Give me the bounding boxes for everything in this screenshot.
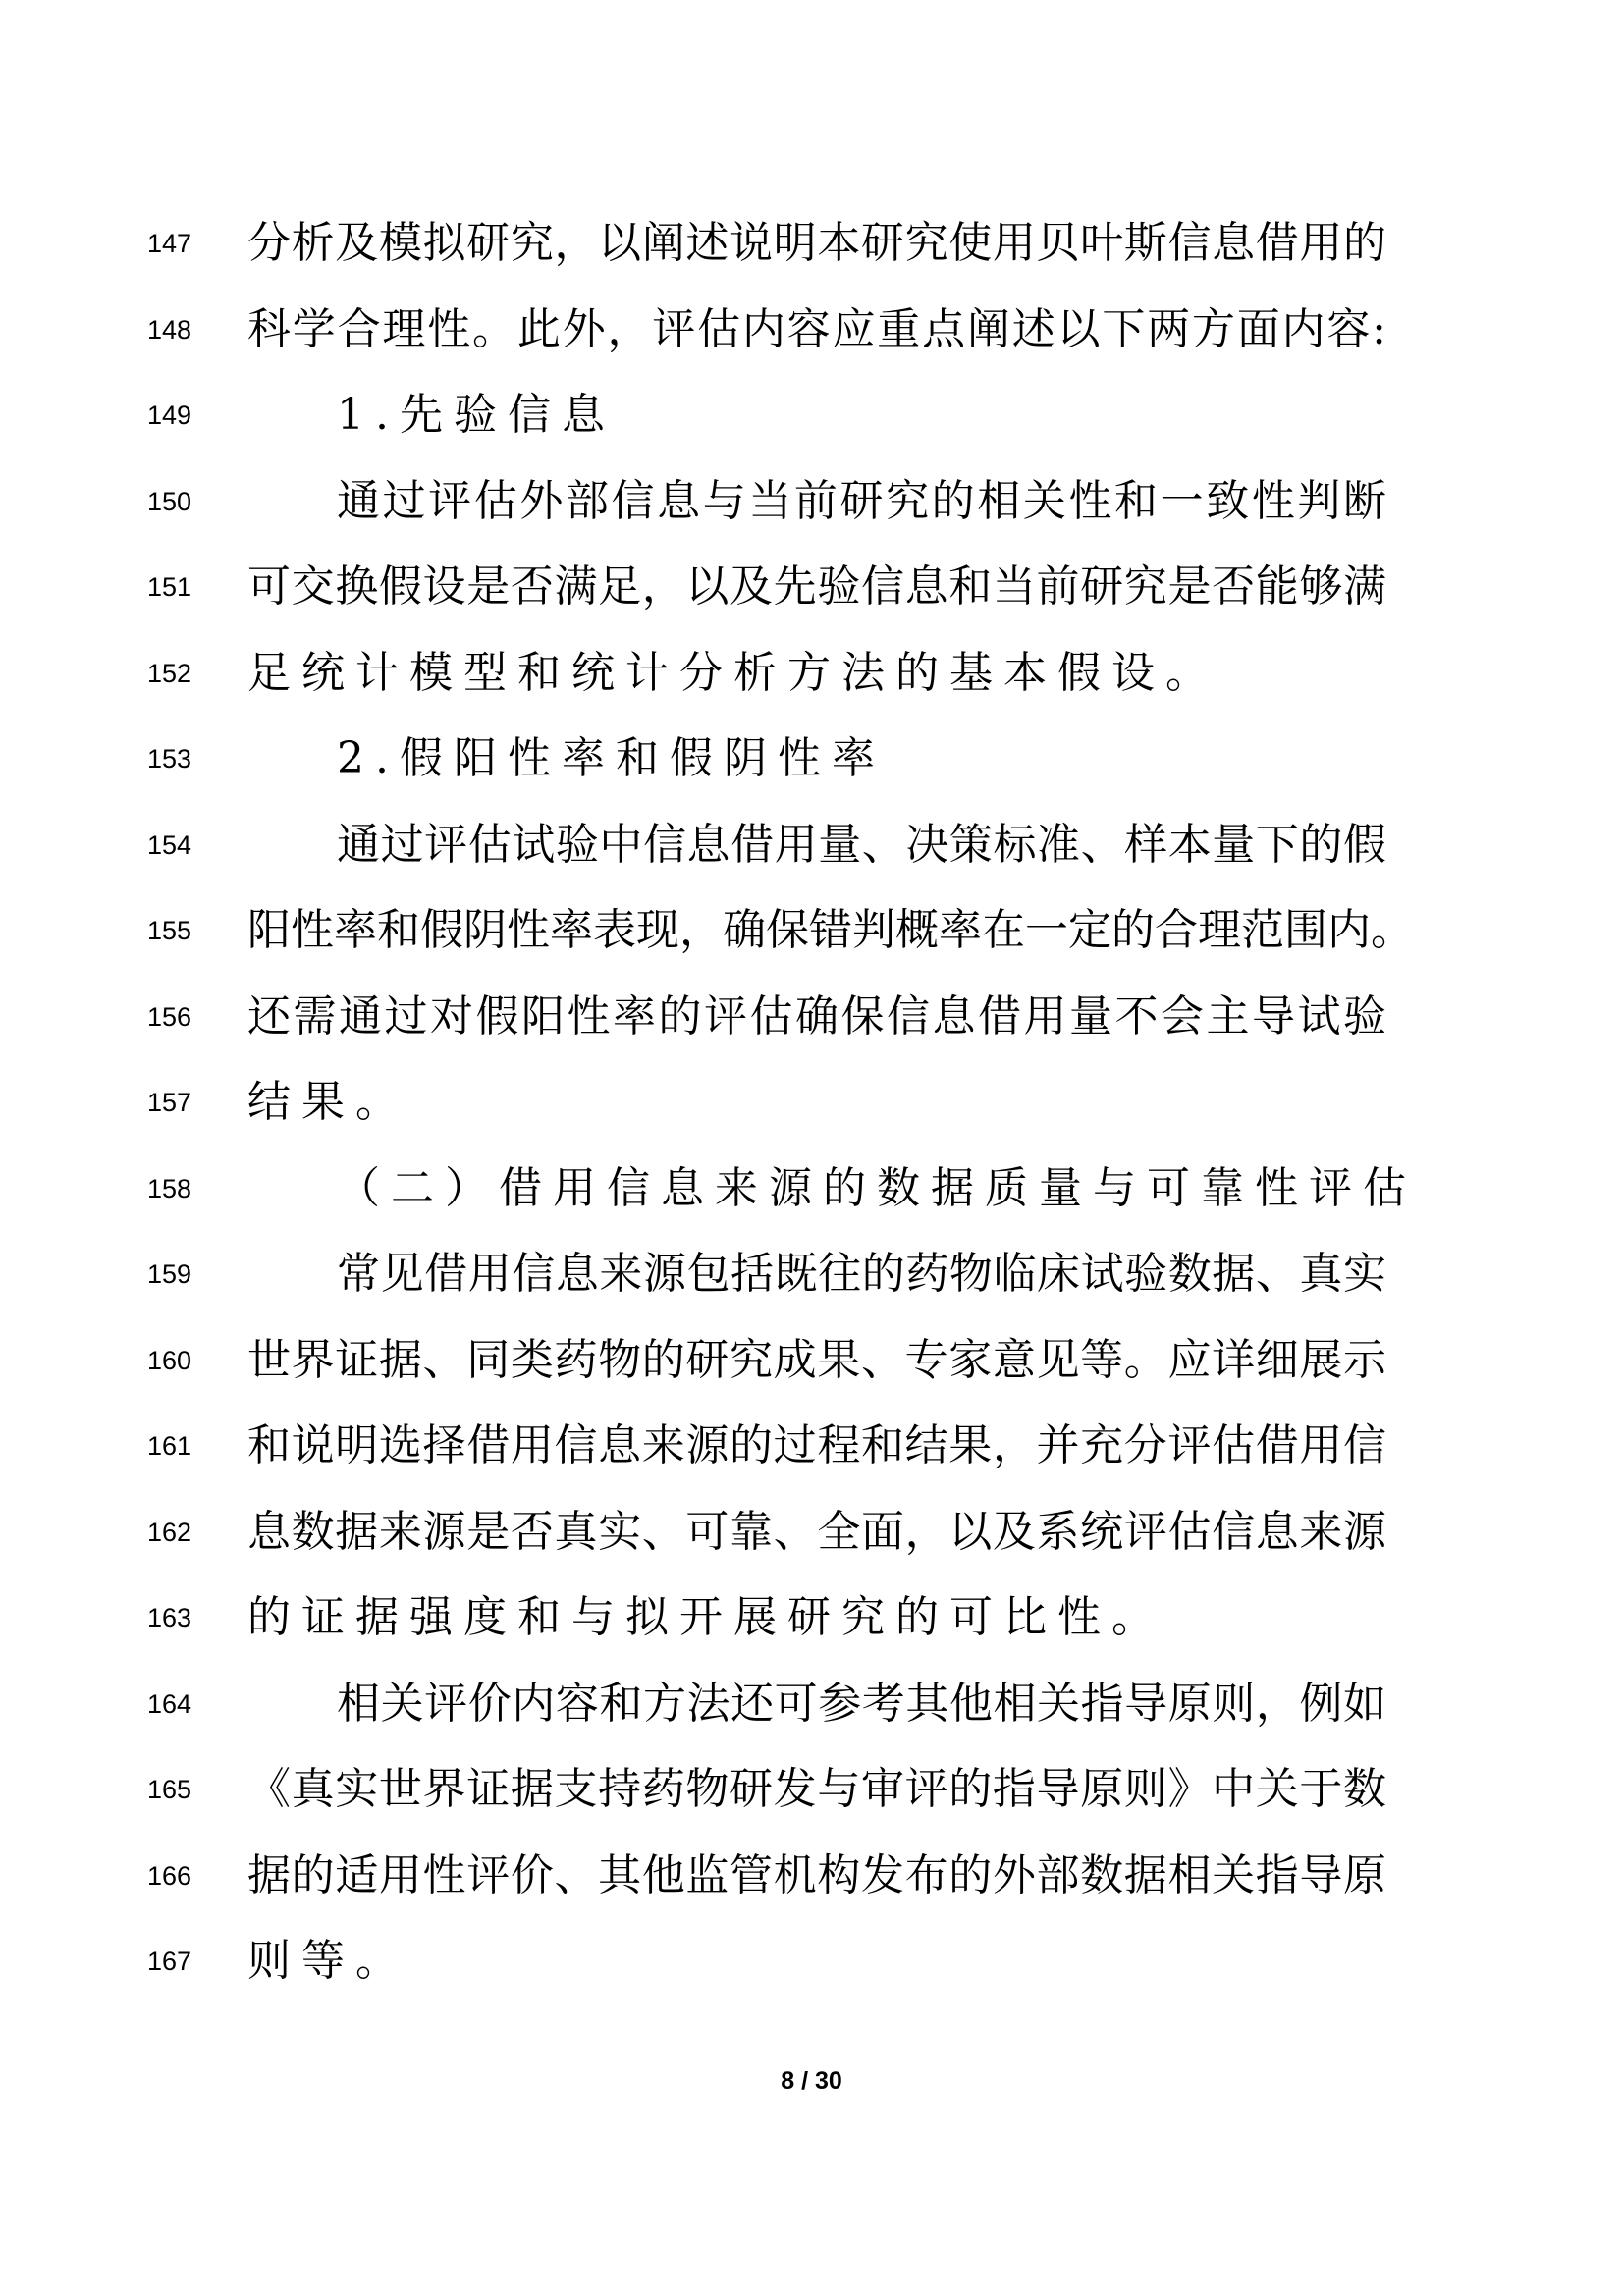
document-line bbox=[0, 1842, 1623, 1910]
document-line bbox=[0, 1240, 1623, 1308]
line-text: 1.先验信息 bbox=[337, 390, 616, 440]
line-number: 152 bbox=[147, 658, 192, 688]
document-line bbox=[0, 381, 1623, 450]
line-text: 结果。 bbox=[247, 1077, 409, 1127]
line-text: 2.假阳性率和假阴性率 bbox=[337, 733, 886, 783]
line-number: 161 bbox=[147, 1431, 192, 1461]
line-number: 166 bbox=[147, 1860, 192, 1891]
line-text: 可交换假设是否满足，以及先验信息和当前研究是否能够满 bbox=[247, 561, 1386, 612]
line-number: 164 bbox=[147, 1688, 192, 1719]
line-number: 153 bbox=[147, 744, 192, 774]
document-line bbox=[0, 1326, 1623, 1395]
line-text: 据的适用性评价、其他监管机构发布的外部数据相关指导原 bbox=[247, 1849, 1386, 1900]
line-text: 足统计模型和统计分析方法的基本假设。 bbox=[247, 647, 1219, 698]
line-text: 《真实世界证据支持药物研发与审评的指导原则》中关于数 bbox=[247, 1764, 1386, 1814]
line-number: 159 bbox=[147, 1259, 192, 1289]
line-number: 156 bbox=[147, 1001, 192, 1032]
line-text: 则等。 bbox=[247, 1936, 409, 1986]
line-text: 的证据强度和与拟开展研究的可比性。 bbox=[247, 1592, 1165, 1642]
line-text: 分析及模拟研究，以阐述说明本研究使用贝叶斯信息借用的 bbox=[247, 218, 1386, 268]
line-text: 通过评估试验中信息借用量、决策标准、样本量下的假 bbox=[337, 819, 1386, 870]
document-line bbox=[0, 1927, 1623, 1996]
line-number: 147 bbox=[147, 229, 192, 258]
document-line bbox=[0, 1755, 1623, 1824]
line-text: 和说明选择借用信息来源的过程和结果，并充分评估借用信 bbox=[247, 1420, 1386, 1470]
document-line bbox=[0, 639, 1623, 708]
line-text: 阳性率和假阴性率表现，确保错判概率在一定的合理范围内。 bbox=[247, 905, 1414, 955]
line-number: 163 bbox=[147, 1603, 192, 1632]
line-text: 还需通过对假阳性率的评估确保信息借用量不会主导试验 bbox=[247, 990, 1386, 1041]
line-text: 通过评估外部信息与当前研究的相关性和一致性判断 bbox=[337, 475, 1386, 526]
document-line bbox=[0, 1412, 1623, 1480]
document-line bbox=[0, 896, 1623, 965]
line-number: 157 bbox=[147, 1088, 192, 1117]
line-text: 科学合理性。此外，评估内容应重点阐述以下两方面内容: bbox=[247, 303, 1386, 354]
document-line bbox=[0, 1154, 1623, 1223]
line-number: 167 bbox=[147, 1947, 192, 1976]
line-number: 148 bbox=[147, 314, 192, 345]
document-line bbox=[0, 553, 1623, 621]
line-number: 160 bbox=[147, 1345, 192, 1375]
line-number: 151 bbox=[147, 572, 192, 602]
line-text: 世界证据、同类药物的研究成果、专家意见等。应详细展示 bbox=[247, 1334, 1386, 1385]
line-number: 149 bbox=[147, 400, 192, 430]
line-number: 162 bbox=[147, 1517, 192, 1547]
document-line bbox=[0, 467, 1623, 536]
section-heading: （二）借用信息来源的数据质量与可靠性评估 bbox=[337, 1162, 1417, 1213]
line-text: 息数据来源是否真实、可靠、全面，以及系统评估信息来源 bbox=[247, 1506, 1386, 1557]
line-number: 158 bbox=[147, 1173, 192, 1203]
document-line bbox=[0, 1068, 1623, 1137]
line-text: 相关评价内容和方法还可参考其他相关指导原则，例如 bbox=[337, 1678, 1386, 1729]
document-line bbox=[0, 724, 1623, 793]
line-number: 165 bbox=[147, 1775, 192, 1804]
document-line bbox=[0, 1670, 1623, 1738]
line-text: 常见借用信息来源包括既往的药物临床试验数据、真实 bbox=[337, 1249, 1386, 1299]
line-number: 155 bbox=[147, 916, 192, 945]
document-line bbox=[0, 1583, 1623, 1652]
document-line bbox=[0, 209, 1623, 278]
document-line bbox=[0, 983, 1623, 1051]
page-number: 8 / 30 bbox=[781, 2067, 842, 2095]
document-line bbox=[0, 811, 1623, 880]
document-line bbox=[0, 1498, 1623, 1567]
document-line bbox=[0, 295, 1623, 364]
line-number: 150 bbox=[147, 486, 192, 516]
line-number: 154 bbox=[147, 829, 192, 860]
